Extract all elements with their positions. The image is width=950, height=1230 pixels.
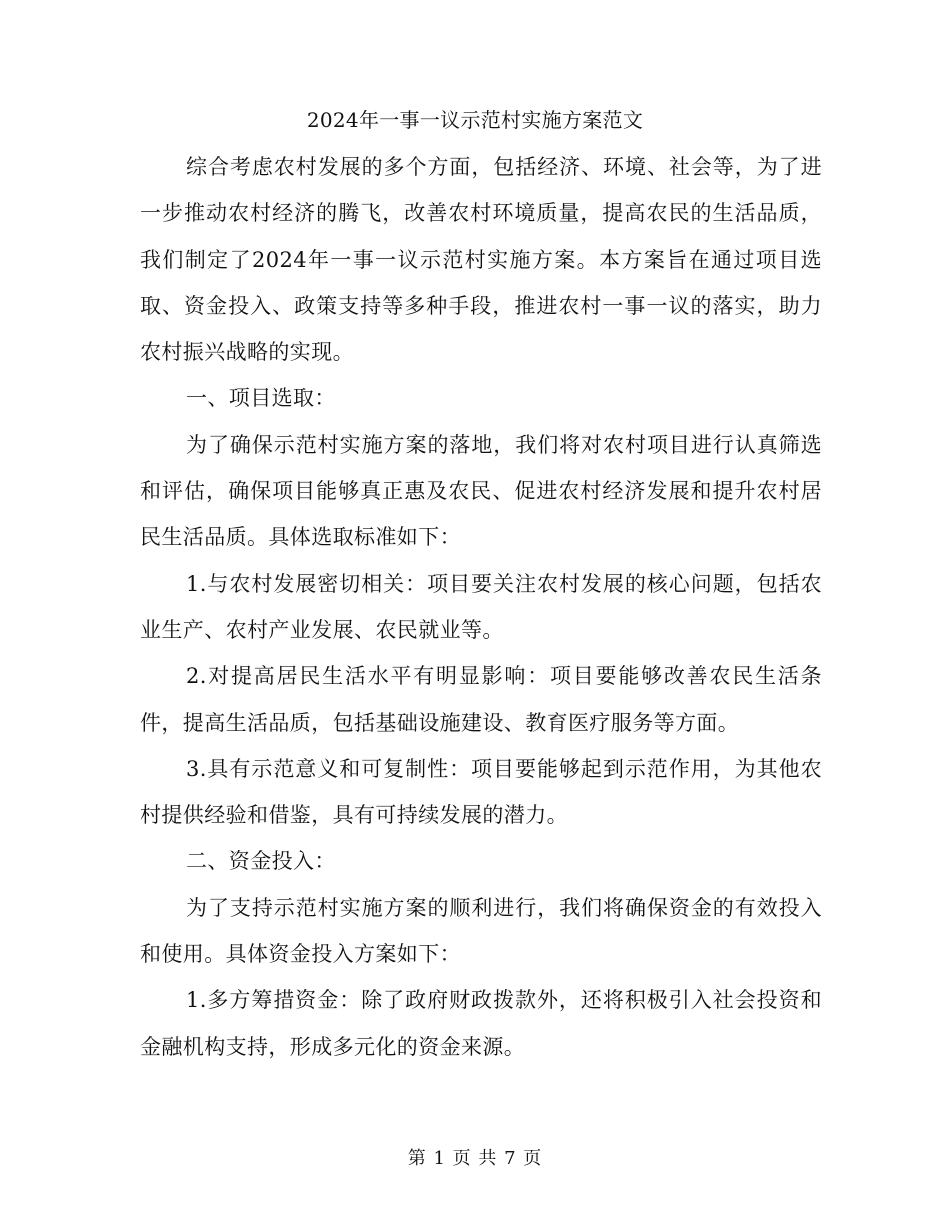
document-body	[140, 144, 822, 1070]
criterion-1-paragraph: 1.与农村发展密切相关：项目要关注农村发展的核心问题，包括农业生产、农村产业发展、农民就业等。	[140, 571, 822, 642]
section-heading-funding: 二、资金投入：	[186, 849, 336, 874]
funding-item-1-paragraph: 1.多方筹措资金：除了政府财政拨款外，还将积极引入社会投资和金融机构支持，形成多元化的资金来源。	[140, 988, 822, 1059]
criterion-3-paragraph: 3.具有示范意义和可复制性：项目要能够起到示范作用，为其他农村提供经验和借鉴，具有可持续发展的潜力。	[140, 756, 822, 828]
section-heading-project-selection: 一、项目选取：	[186, 386, 336, 411]
criterion-2-paragraph: 2.对提高居民生活水平有明显影响：项目要能够改善农民生活条件，提高生活品质，包括基础设施建设、教育医疗服务等方面。	[140, 664, 822, 735]
funding-paragraph: 为了支持示范村实施方案的顺利进行，我们将确保资金的有效投入和使用。具体资金投入方案如下：	[140, 895, 822, 967]
intro-paragraph: 综合考虑农村发展的多个方面，包括经济、环境、社会等，为了进一步推动农村经济的腾飞，改善农村环境质量，提高农民的生活品质，我们制定了2024年一事一议示范村实施方案。本方案旨在通过项目选取、资金投入、政策支持等多种手段，推进农村一事一议的落实，助力农村振兴战略的实现。	[140, 155, 822, 365]
document-title: 2024年一事一议示范村实施方案范文	[306, 108, 644, 132]
project-selection-paragraph: 为了确保示范村实施方案的落地，我们将对农村项目进行认真筛选和评估，确保项目能够真正惠及农民、促进农村经济发展和提升农村居民生活品质。具体选取标准如下：	[140, 432, 822, 550]
page-number-footer: 第 1 页 共 7 页	[407, 1148, 543, 1169]
